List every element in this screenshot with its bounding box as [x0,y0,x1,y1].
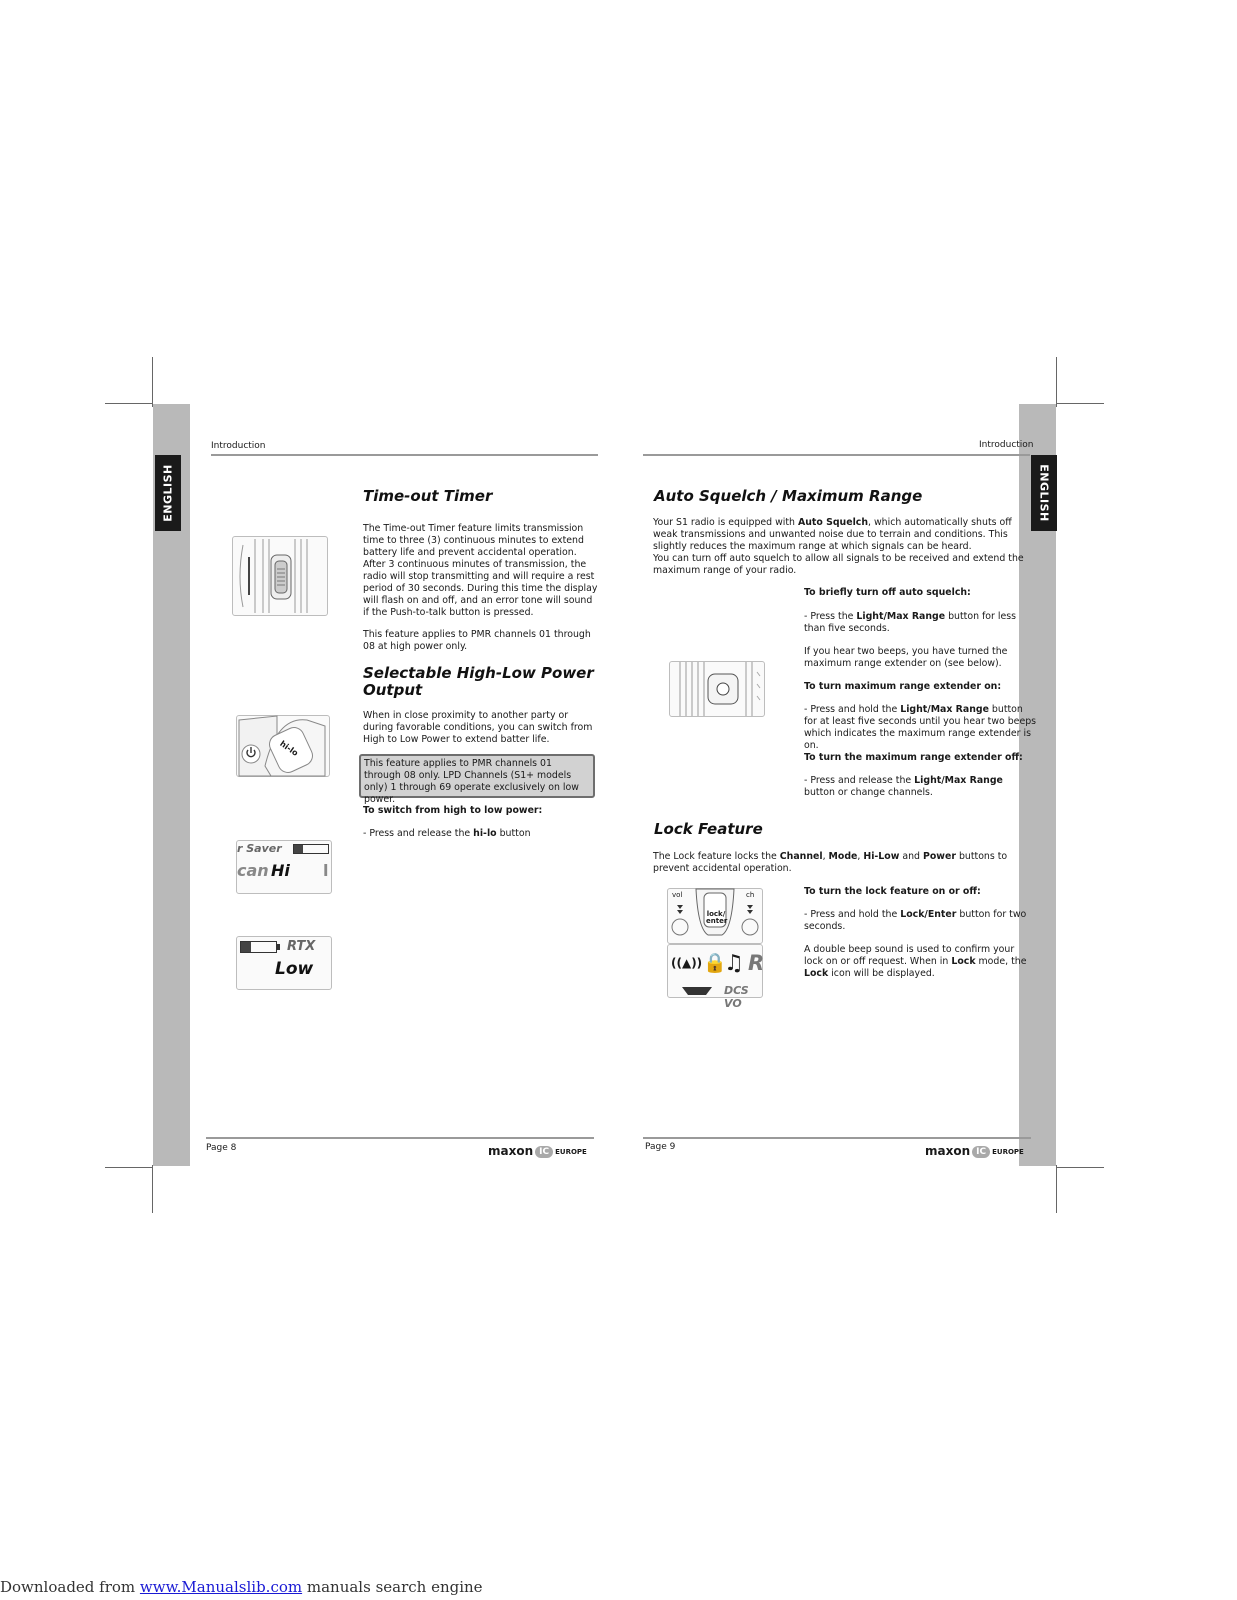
language-label: ENGLISH [1037,464,1051,522]
power-title-line1: Selectable High-Low Power [363,664,594,682]
bold-text: Lock [951,956,976,967]
logo-europe: EUROPE [992,1148,1024,1156]
lcd-scan-text: can [237,861,269,880]
bold-text: Auto Squelch [797,517,869,528]
squelch-subhead-1: To briefly turn off auto squelch: [804,587,971,598]
logo-ic: IC [535,1146,553,1158]
crop-mark [152,1165,153,1213]
figure-lock-lcd [667,944,765,1010]
bold-text: Channel [779,851,823,862]
step-text: button [496,828,531,839]
crop-mark [152,357,153,407]
lcd-edge-text: l [323,861,329,880]
header-rule [211,454,598,456]
page-header: Introduction [979,440,1034,450]
lock-label-line: lock/ [706,910,726,918]
logo-ic: IC [972,1146,990,1158]
squelch-step-2 [804,704,1038,752]
language-tab-left [155,455,181,531]
lock-enter-label [706,911,726,925]
text: button for two seconds. [804,909,1027,932]
crop-mark [1056,403,1104,404]
footer-rule [206,1137,594,1139]
text: and [899,851,923,862]
figure-radio-side [232,536,328,616]
lcd-saver-text: r Saver [237,842,282,855]
power-note-box: This feature applies to PMR channels 01 through 08 only. LPD Channels (S1+ models only) 1 through 69 operate exclusively on low power. [359,754,595,798]
text: , [857,851,864,862]
section-title-power [363,665,603,699]
text: button for at least five seconds until you hear two beeps which indicates the maximum range extender is on. [804,704,1037,751]
page-number: Page 9 [645,1142,676,1152]
footer-text: manuals search engine [302,1578,483,1596]
bold-text: Lock/Enter [900,909,957,920]
timeout-paragraph: The Time-out Timer feature limits transmission time to three (3) continuous minutes to extend battery life and prevent accidental operation. After 3 continuous minutes of transmission, the radio will stop transmitting and will require a rest period of 30 seconds. During this time the display will flash on and off, and an error tone will sound if the Push-to-talk button is pressed. [363,523,598,618]
bold-text: Mode [828,851,858,862]
power-step [363,828,599,840]
step-bold: hi-lo [473,828,497,839]
figure-hilo-button [236,715,330,777]
crop-mark [105,403,153,404]
lcd-dcs-text: DCS VO [724,984,749,1010]
squelch-subhead-2: To turn maximum range extender on: [804,681,1002,692]
text: - Press and hold the [804,909,901,920]
radio-side-illustration [233,537,327,615]
language-label: ENGLISH [161,464,175,522]
figure-lcd-low [236,936,332,990]
signal-icon: ((▲)) [671,956,703,970]
text: , [822,851,829,862]
bold-text: Light/Max Range [914,775,1003,786]
text: Your S1 radio is equipped with [653,517,798,528]
bold-text: Lock [804,968,829,979]
vol-label: vol [672,891,683,899]
crop-mark [1056,1165,1057,1213]
bold-text: Light/Max Range [856,611,946,622]
squelch-paragraph [653,517,1028,577]
header-rule [643,454,1030,456]
hilo-label: hi-lo [278,739,300,758]
maxon-logo [488,1144,587,1158]
text: button or change channels. [804,787,933,798]
lcd-indicator-bar [682,987,712,995]
text: mode, the [975,956,1027,967]
lcd-low-text: Low [275,959,314,979]
page-number: Page 8 [206,1143,237,1153]
lock-subhead: To turn the lock feature on or off: [804,886,981,897]
maxon-logo [925,1144,1024,1158]
squelch-step-1-note: If you hear two beeps, you have turned the maximum range extender on (see below). [804,646,1008,669]
text: - Press and hold the [804,704,901,715]
crop-mark [1056,1167,1104,1168]
page-header: Introduction [211,441,266,451]
lcd-r-text: R [748,951,765,975]
language-tab-right [1031,455,1057,531]
lock-paragraph [653,851,1025,875]
footer-text: Downloaded from [0,1578,140,1596]
manualslib-link[interactable]: www.Manualslib.com [139,1578,303,1596]
battery-tip [277,944,280,950]
text: button for less than five seconds. [804,611,1017,634]
battery-icon [240,941,277,953]
timeout-note: This feature applies to PMR channels 01 through 08 at high power only. [363,629,591,652]
text: icon will be displayed. [828,968,935,979]
text: You can turn off auto squelch to allow all signals to be received and extend the maximum range of your radio. [653,553,1024,576]
section-title-lock: Lock Feature [654,820,763,838]
download-footer [0,1578,483,1596]
ch-label: ch [746,891,755,899]
text: , which automatically shuts off weak transmissions and unwanted noise due to terrain and conditions. This slightly reduces the maximum range at which signals can be heard. [653,517,1012,552]
lcd-hi-text: Hi [271,861,290,880]
lock-icon: 🔒 [703,952,727,974]
bold-text: Power [923,851,956,862]
battery-icon [293,844,329,854]
text: - Press the [804,611,857,622]
logo-text: maxon [488,1144,534,1158]
section-title-timeout: Time-out Timer [363,487,493,505]
lock-label-line: enter [706,917,728,925]
figure-lcd-hi [236,840,332,894]
bold-text: Hi-Low [863,851,900,862]
squelch-step-1 [804,611,1032,635]
lock-step-2 [804,944,1036,980]
section-title-squelch: Auto Squelch / Maximum Range [654,487,923,505]
power-subhead: To switch from high to low power: [363,805,543,816]
text: The Lock feature locks the [653,851,780,862]
logo-europe: EUROPE [555,1148,587,1156]
squelch-subhead-3: To turn the maximum range extender off: [804,752,1023,763]
text: A double beep sound is used to confirm your lock on or off request. When in [804,944,1015,967]
crop-mark [1056,357,1057,407]
logo-text: maxon [925,1144,971,1158]
lock-step-1 [804,909,1032,933]
text: buttons to prevent accidental operation. [653,851,1008,874]
light-button-illustration [670,662,764,716]
power-paragraph: When in close proximity to another party or during favorable conditions, you can switch from High to Low Power to extend batter life. [363,710,593,745]
text: - Press and release the [804,775,915,786]
lcd-rtx-text: RTX [287,939,316,954]
footer-rule [643,1137,1031,1139]
figure-lock-buttons [667,888,763,944]
power-title-line2: Output [363,681,423,699]
squelch-step-3 [804,775,1036,799]
step-text: - Press and release the [363,828,474,839]
music-note-icon: ♫ [724,951,744,976]
figure-light-button [669,661,765,717]
crop-mark [105,1167,153,1168]
bold-text: Light/Max Range [900,704,989,715]
